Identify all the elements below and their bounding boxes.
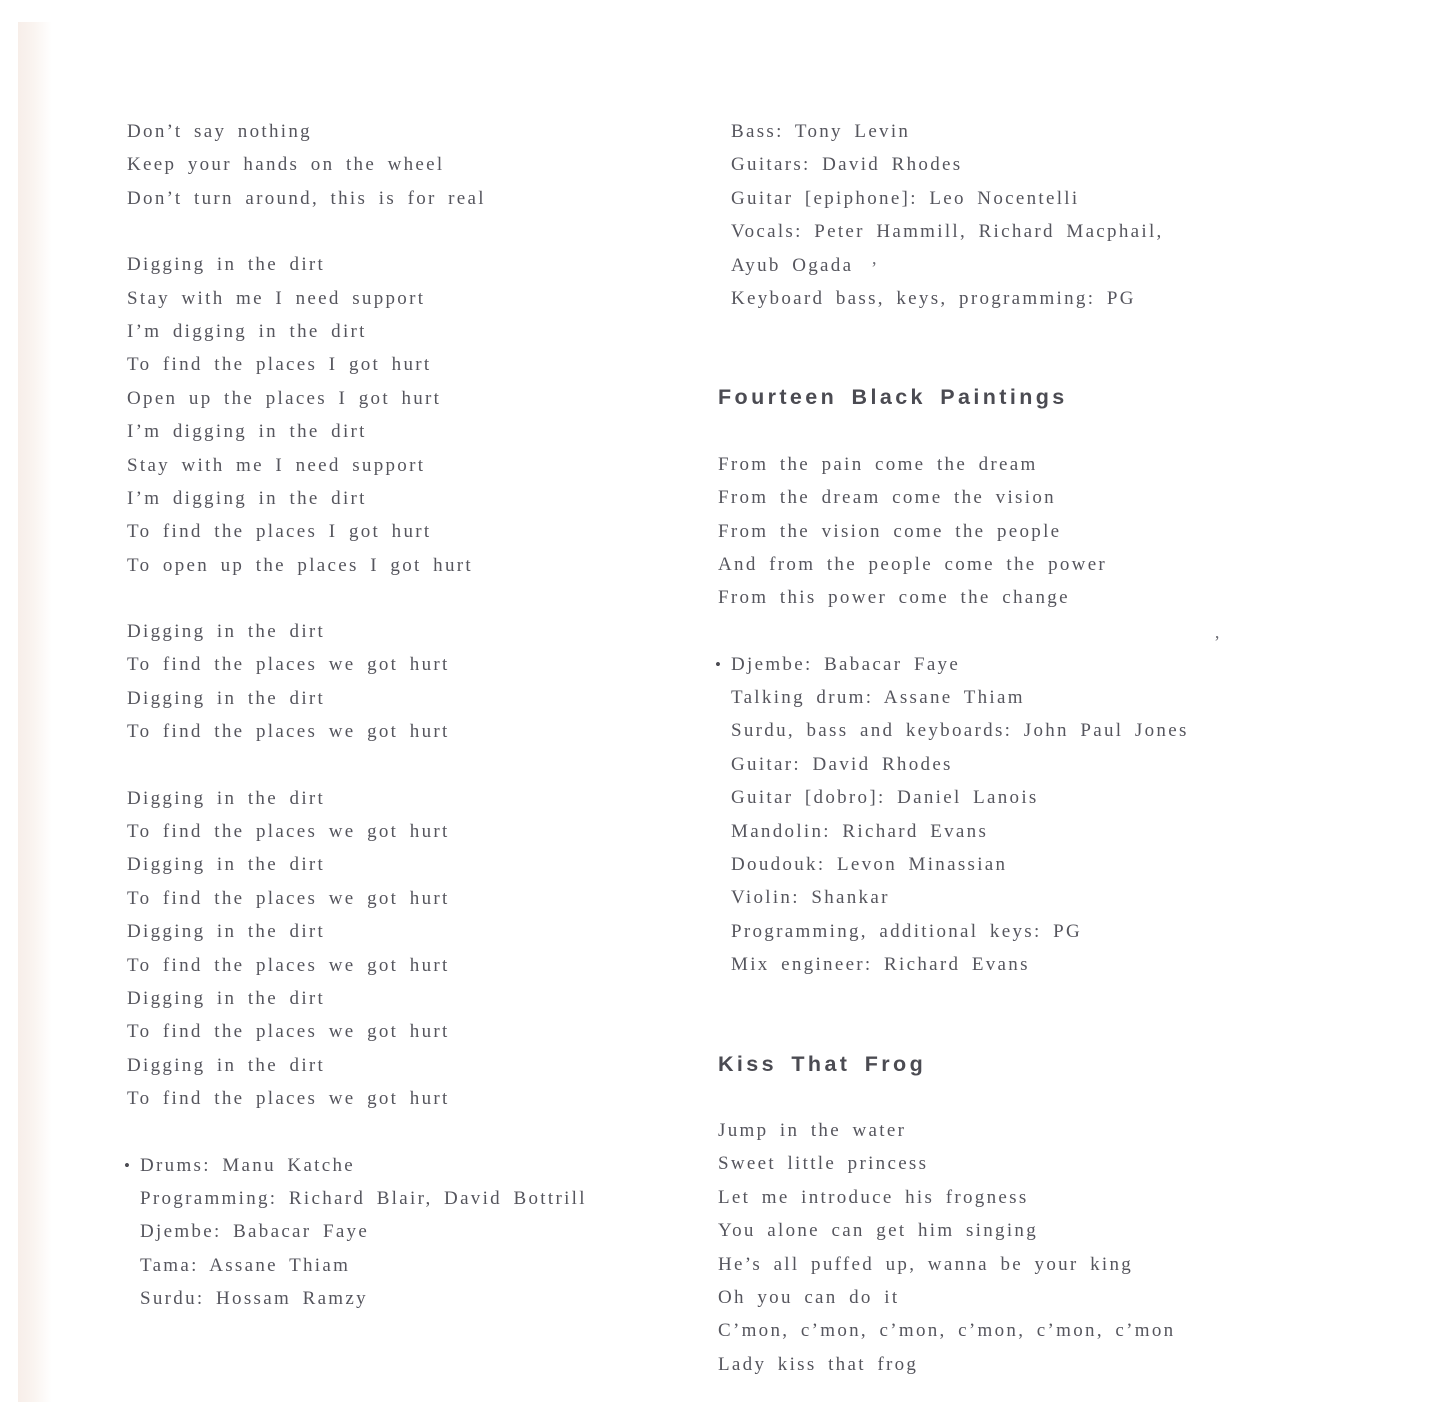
stanza-block <box>718 448 1338 615</box>
lyric-line: From the vision come the people <box>718 520 1062 542</box>
lyric-line: Digging in the dirt <box>127 787 326 809</box>
lyric-line: Oh you can do it <box>718 1286 900 1308</box>
stanza-block <box>127 782 667 1116</box>
lyric-line: He’s all puffed up, wanna be your king <box>718 1253 1134 1275</box>
credit-line: Guitars: David Rhodes <box>731 154 963 176</box>
credit-line: Keyboard bass, keys, programming: PG <box>731 287 1136 309</box>
lyric-line: Lady kiss that frog <box>718 1353 919 1375</box>
credit-line: Violin: Shankar <box>731 887 890 909</box>
lyric-line: And from the people come the power <box>718 553 1108 575</box>
lyric-line: Jump in the water <box>718 1119 907 1141</box>
stanza-block <box>718 1114 1338 1381</box>
right-column <box>715 115 1338 1381</box>
stanza-block <box>127 248 667 582</box>
lyric-line: Digging in the dirt <box>127 854 326 876</box>
credit-line: Bass: Tony Levin <box>731 121 911 142</box>
credit-line: Ayub Ogada <box>731 254 854 276</box>
credit-line: Surdu, bass and keyboards: John Paul Jones <box>731 720 1189 742</box>
lyric-line: To find the places we got hurt <box>127 821 450 843</box>
lyric-line: Open up the places I got hurt <box>127 387 442 409</box>
credit-line: Programming: Richard Blair, David Bottrill <box>140 1187 587 1209</box>
scan-artifact: , <box>872 248 877 268</box>
song-title: Fourteen Black Paintings <box>718 385 1068 410</box>
lyric-line: Digging in the dirt <box>127 254 326 276</box>
lyric-line: Digging in the dirt <box>127 687 326 709</box>
credit-line: • Djembe: Babacar Faye <box>718 648 1338 681</box>
credit-line: Guitar [dobro]: Daniel Lanois <box>731 787 1039 809</box>
lyric-line: I’m digging in the dirt <box>127 421 367 443</box>
credit-line: Doudouk: Levon Minassian <box>731 854 1008 876</box>
credit-line: Guitar [epiphone]: Leo Nocentelli <box>731 187 1080 209</box>
stanza-block <box>127 115 667 215</box>
lyric-line: Stay with me I need support <box>127 287 426 309</box>
lyric-line: To open up the places I got hurt <box>127 554 473 576</box>
lyric-line: Don’t say nothing <box>127 121 312 142</box>
lyric-line: From the dream come the vision <box>718 487 1056 509</box>
lyric-line: Digging in the dirt <box>127 621 326 643</box>
lyric-line: Digging in the dirt <box>127 921 326 943</box>
lyric-line: Digging in the dirt <box>127 987 326 1009</box>
lyric-line: Keep your hands on the wheel <box>127 154 445 176</box>
lyric-line: To find the places we got hurt <box>127 654 450 676</box>
credit-line: Vocals: Peter Hammill, Richard Macphail, <box>731 221 1164 243</box>
bullet-icon: • <box>124 1155 133 1175</box>
lyric-line: Let me introduce his frogness <box>718 1186 1029 1208</box>
left-column <box>124 115 667 1316</box>
lyric-line: Sweet little princess <box>718 1153 929 1175</box>
lyric-line: C’mon, c’mon, c’mon, c’mon, c’mon, c’mon <box>718 1320 1176 1342</box>
credit-line: Djembe: Babacar Faye <box>140 1221 370 1243</box>
lyric-line: I’m digging in the dirt <box>127 320 367 342</box>
credits-block <box>124 1149 667 1316</box>
lyric-line: To find the places I got hurt <box>127 354 432 376</box>
lyric-line: Stay with me I need support <box>127 454 426 476</box>
scan-page-edge <box>18 22 52 1402</box>
stanza-block <box>127 615 667 749</box>
credits-block <box>718 115 1338 315</box>
lyric-line: You alone can get him singing <box>718 1220 1039 1242</box>
lyric-line: From this power come the change <box>718 587 1070 609</box>
song-title: Kiss That Frog <box>718 1051 927 1076</box>
lyric-line: To find the places I got hurt <box>127 521 432 543</box>
scan-artifact: ’ <box>1214 632 1220 652</box>
bullet-icon: • <box>715 654 724 674</box>
lyric-line: To find the places we got hurt <box>127 1088 450 1110</box>
lyric-line: Digging in the dirt <box>127 1054 326 1076</box>
credits-block <box>715 648 1338 982</box>
lyric-line: To find the places we got hurt <box>127 1021 450 1043</box>
credit-line: Programming, additional keys: PG <box>731 920 1082 942</box>
credit-line: Surdu: Hossam Ramzy <box>140 1288 368 1310</box>
credit-line: Tama: Assane Thiam <box>140 1254 351 1276</box>
lyric-line: To find the places we got hurt <box>127 721 450 743</box>
lyric-line: Don’t turn around, this is for real <box>127 187 486 209</box>
credit-line: Mandolin: Richard Evans <box>731 820 989 842</box>
credit-line: Guitar: David Rhodes <box>731 753 953 775</box>
lyric-line: To find the places we got hurt <box>127 954 450 976</box>
lyric-line: To find the places we got hurt <box>127 887 450 909</box>
credit-line: Talking drum: Assane Thiam <box>731 687 1025 709</box>
lyric-line: From the pain come the dream <box>718 453 1038 475</box>
credit-line: • Drums: Manu Katche <box>127 1149 667 1182</box>
lyric-line: I’m digging in the dirt <box>127 487 367 509</box>
credit-line: Mix engineer: Richard Evans <box>731 954 1030 976</box>
